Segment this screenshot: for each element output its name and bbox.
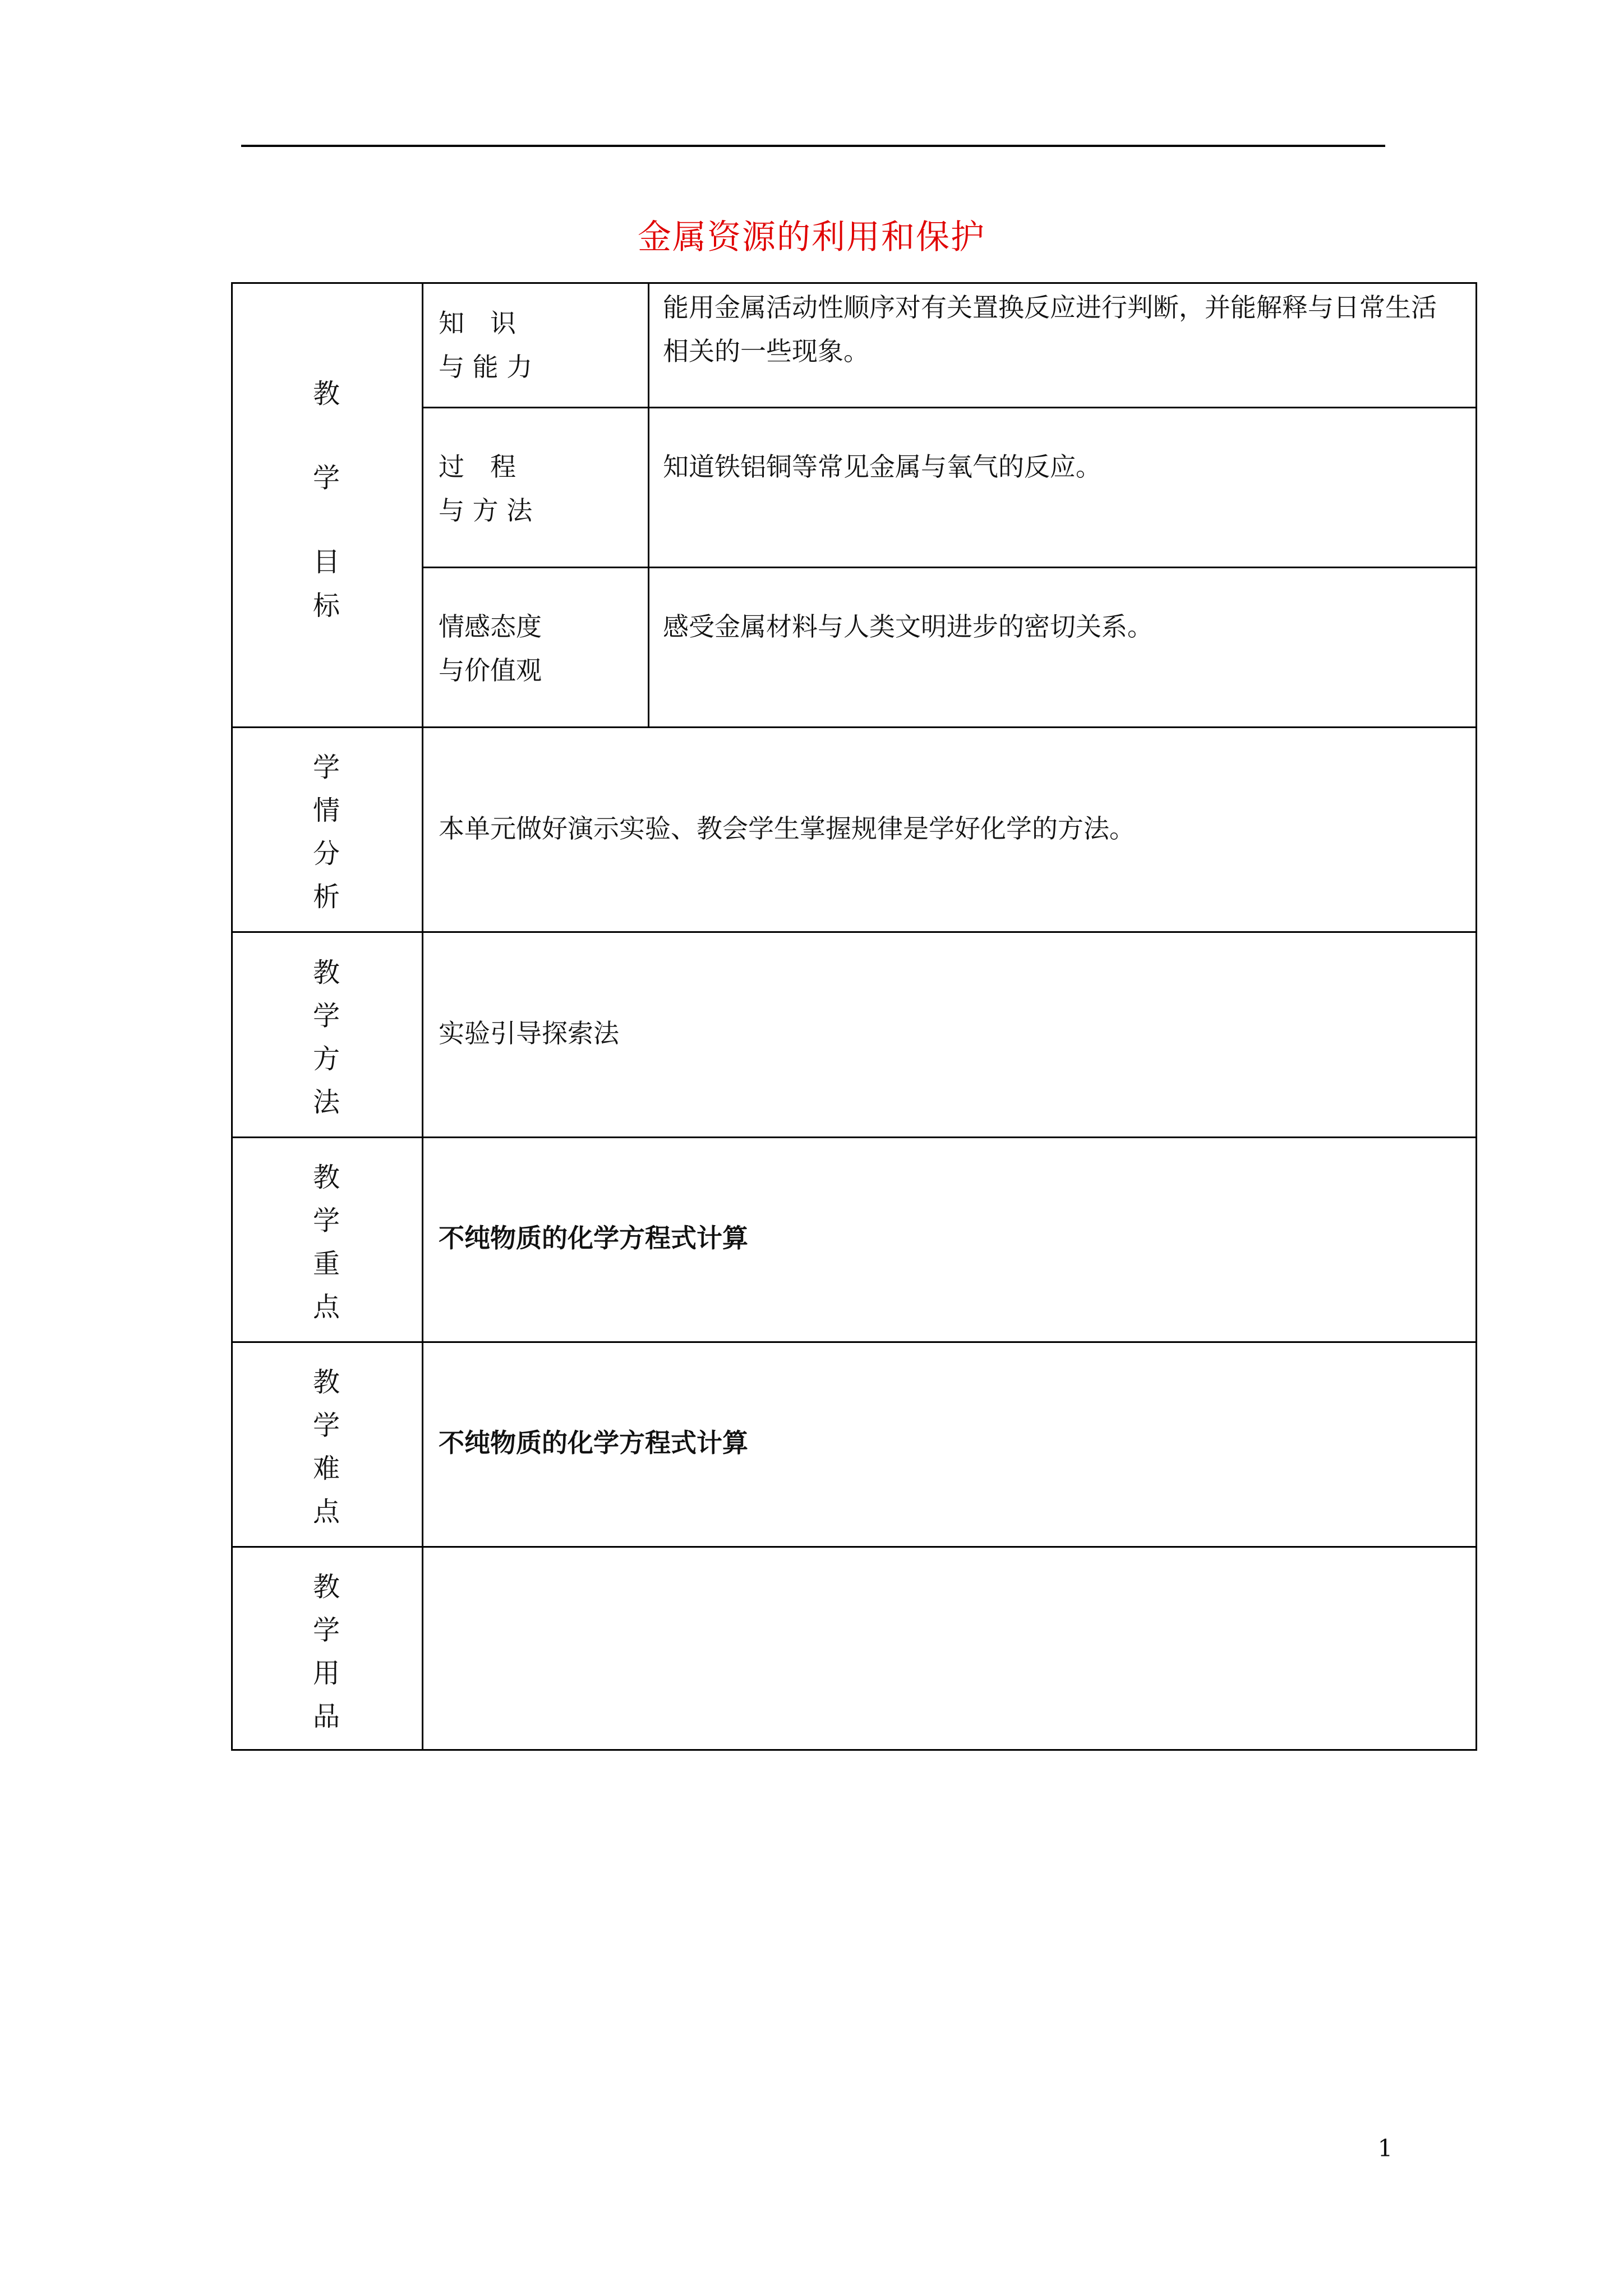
section-label-materials: 教 学 用 品 (312, 1571, 340, 1732)
table-border-right (1476, 282, 1477, 1751)
header-rule (241, 145, 1385, 147)
row-divider (422, 567, 1477, 568)
objective-content: 知道铁铝铜等常见金属与氧气的反应。 (663, 452, 1101, 482)
row-divider (231, 931, 1477, 933)
row-divider (231, 1137, 1477, 1138)
section-content-difficulties: 不纯物质的化学方程式计算 (439, 1428, 748, 1458)
column-divider (422, 282, 423, 1751)
table-border-bottom (231, 1749, 1477, 1751)
section-content-analysis: 本单元做好演示实验、教会学生掌握规律是学好化学的方法。 (439, 813, 1135, 844)
section-label-key-points: 教 学 重 点 (312, 1162, 340, 1323)
objective-content: 感受金属材料与人类文明进步的密切关系。 (663, 611, 1153, 642)
page-number: 1 (1377, 2134, 1393, 2162)
section-content-key-points: 不纯物质的化学方程式计算 (439, 1223, 748, 1253)
document-title: 金属资源的利用和保护 (638, 218, 985, 257)
section-content-method: 实验引导探索法 (439, 1018, 619, 1048)
section-label-analysis: 学 情 分 析 (312, 752, 340, 913)
row-divider (422, 407, 1477, 408)
row-divider (231, 1341, 1477, 1343)
row-divider (231, 726, 1477, 728)
objective-category: 情感态度 与价值观 (439, 611, 542, 685)
objective-category: 过 程 与 方 法 (439, 452, 533, 526)
table-border-top (231, 282, 1477, 284)
section-label-difficulties: 教 学 难 点 (312, 1366, 340, 1527)
section-label-method: 教 学 方 法 (312, 957, 340, 1118)
objective-category: 知 识 与 能 力 (439, 308, 533, 382)
row-divider (231, 1546, 1477, 1548)
column-divider (648, 282, 649, 728)
objectives-label: 教 学 目 标 (312, 378, 340, 622)
lesson-plan-table (231, 282, 1477, 1751)
objective-content: 能用金属活动性顺序对有关置换反应进行判断，并能解释与日常生活相关的一些现象。 (663, 292, 1437, 366)
